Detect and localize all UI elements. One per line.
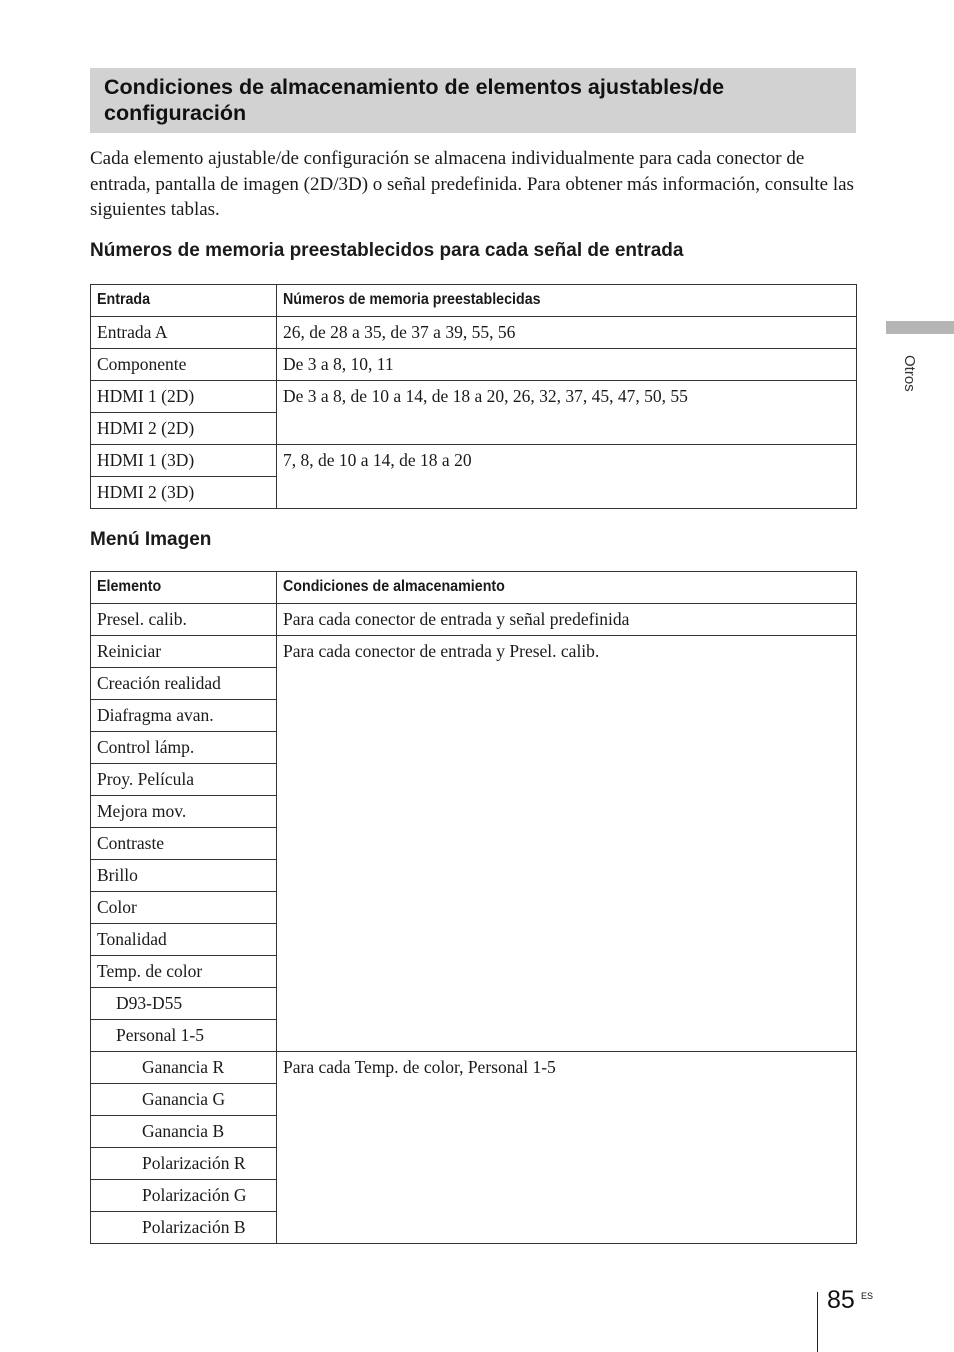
item-cell: Polarización R	[91, 1148, 277, 1180]
preset-memory-table	[90, 284, 857, 509]
memory-cell: De 3 a 8, de 10 a 14, de 18 a 20, 26, 32, 37, 45, 47, 50, 55	[277, 381, 857, 445]
item-cell: Temp. de color	[91, 956, 277, 988]
item-cell: Creación realidad	[91, 668, 277, 700]
condition-cell: Para cada conector de entrada y señal predefinida	[277, 604, 857, 636]
page-language-code: ES	[861, 1291, 874, 1301]
memory-cell: 26, de 28 a 35, de 37 a 39, 55, 56	[277, 317, 857, 349]
page-title: Condiciones de almacenamiento de elementos ajustables/de configuración	[104, 75, 725, 125]
chapter-label: Otros	[901, 355, 918, 392]
table-row	[91, 445, 857, 477]
item-cell: Contraste	[91, 828, 277, 860]
memory-cell: De 3 a 8, 10, 11	[277, 349, 857, 381]
item-cell: Polarización B	[91, 1212, 277, 1244]
section-title-bar	[90, 68, 856, 133]
condition-cell: Para cada conector de entrada y Presel. calib.	[277, 636, 857, 1052]
item-cell: Control lámp.	[91, 732, 277, 764]
item-cell: Brillo	[91, 860, 277, 892]
item-cell: Personal 1-5	[91, 1020, 277, 1052]
page-number-divider	[817, 1292, 818, 1352]
input-cell: HDMI 1 (2D)	[91, 381, 277, 413]
page-number: 85	[827, 1286, 855, 1314]
item-cell: Color	[91, 892, 277, 924]
input-cell: HDMI 2 (3D)	[91, 477, 277, 509]
column-header: Entrada	[91, 285, 262, 317]
column-header: Condiciones de almacenamiento	[277, 572, 811, 604]
table-row	[91, 1052, 857, 1084]
item-cell: Tonalidad	[91, 924, 277, 956]
intro-paragraph: Cada elemento ajustable/de configuración se almacena individualmente para cada conector de entrada, pantalla de imagen (2D/3D) o señal predefinida. Para obtener más información, consulte las siguientes tablas.	[90, 148, 854, 220]
input-cell: Componente	[91, 349, 277, 381]
picture-menu-table	[90, 571, 857, 1244]
section2-heading: Menú Imagen	[90, 529, 212, 550]
column-header: Elemento	[91, 572, 262, 604]
chapter-tab-marker	[886, 321, 954, 334]
column-header: Números de memoria preestablecidas	[277, 285, 811, 317]
item-cell: Reiniciar	[91, 636, 277, 668]
memory-cell: 7, 8, de 10 a 14, de 18 a 20	[277, 445, 857, 509]
item-cell: Ganancia G	[91, 1084, 277, 1116]
section1-heading: Números de memoria preestablecidos para cada señal de entrada	[90, 240, 684, 261]
item-cell: Mejora mov.	[91, 796, 277, 828]
item-cell: Presel. calib.	[91, 604, 277, 636]
table-header-row	[91, 572, 857, 604]
input-cell: Entrada A	[91, 317, 277, 349]
item-cell: Polarización G	[91, 1180, 277, 1212]
input-cell: HDMI 1 (3D)	[91, 445, 277, 477]
item-cell: Proy. Película	[91, 764, 277, 796]
table-row	[91, 349, 857, 381]
table-header-row	[91, 285, 857, 317]
item-cell: D93-D55	[91, 988, 277, 1020]
table-row	[91, 604, 857, 636]
table-row	[91, 381, 857, 413]
item-cell: Diafragma avan.	[91, 700, 277, 732]
item-cell: Ganancia B	[91, 1116, 277, 1148]
table-row	[91, 317, 857, 349]
table-row	[91, 636, 857, 668]
condition-cell: Para cada Temp. de color, Personal 1-5	[277, 1052, 857, 1244]
input-cell: HDMI 2 (2D)	[91, 413, 277, 445]
item-cell: Ganancia R	[91, 1052, 277, 1084]
